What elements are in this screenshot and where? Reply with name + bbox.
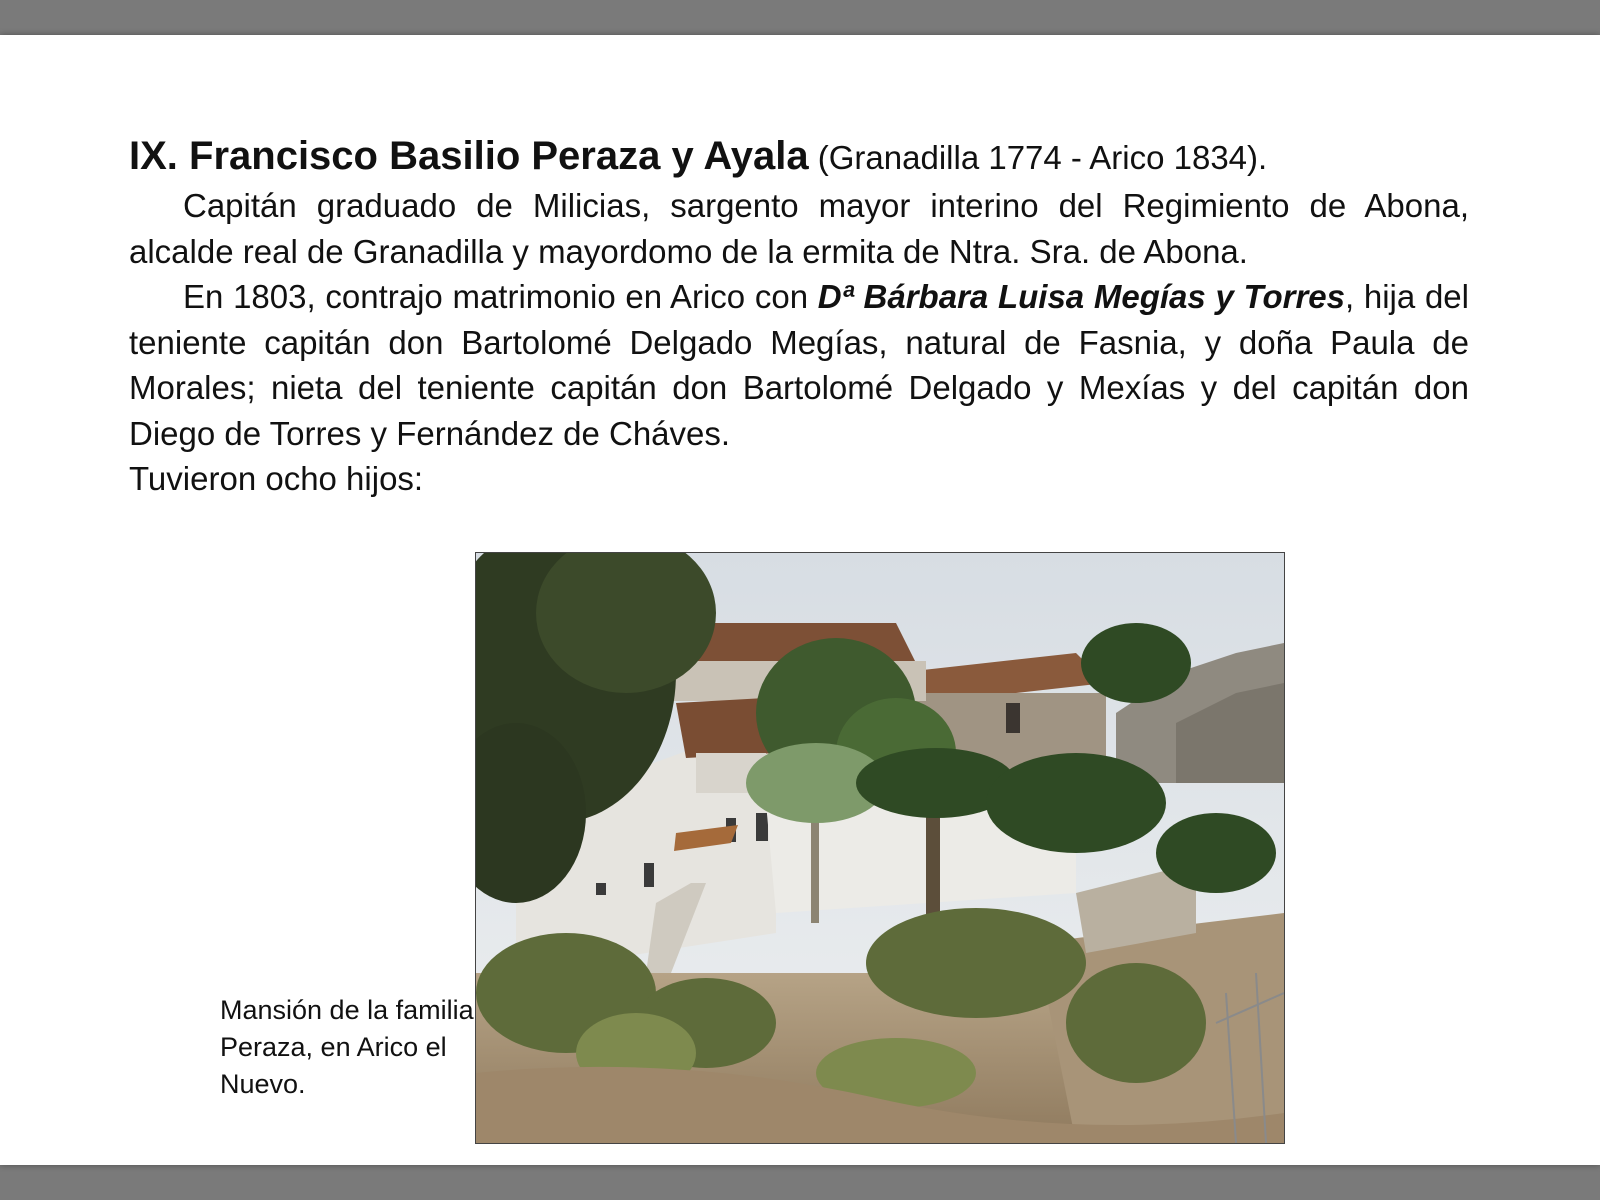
document-page <box>0 35 1600 1165</box>
heading-name: IX. Francisco Basilio Peraza y Ayala <box>129 134 809 178</box>
section-heading <box>129 131 1469 183</box>
marriage-text-before: En 1803, contrajo matrimonio en Arico con <box>183 278 818 315</box>
text-block <box>129 131 1469 502</box>
mansion-photo <box>475 552 1285 1144</box>
heading-dates: (Granadilla 1774 - Arico 1834). <box>817 139 1268 176</box>
paragraph-career: Capitán graduado de Milicias, sargento mayor interino del Regimiento de Abona, alcalde real de Granadilla y mayordomo de la ermita de Ntra. Sra. de Abona. <box>129 187 1469 270</box>
spouse-name: Dª Bárbara Luisa Megías y Torres <box>817 278 1345 315</box>
mansion-photo-illustration <box>476 553 1284 1143</box>
photo-caption: Mansión de la familia Peraza, en Arico el Nuevo. <box>220 995 474 1099</box>
paragraph-marriage <box>129 274 1469 456</box>
paragraph-children: Tuvieron ocho hijos: <box>129 460 424 497</box>
marriage-text-after: , hija del teniente capitán don Bartolomé Delgado Megías, natural de Fasnia, y doña Paula de Morales; nieta del teniente capitán don Bartolomé Delgado y Mexías y del capitán don Diego de Torres y Fernández de Cháves. <box>129 278 1469 452</box>
